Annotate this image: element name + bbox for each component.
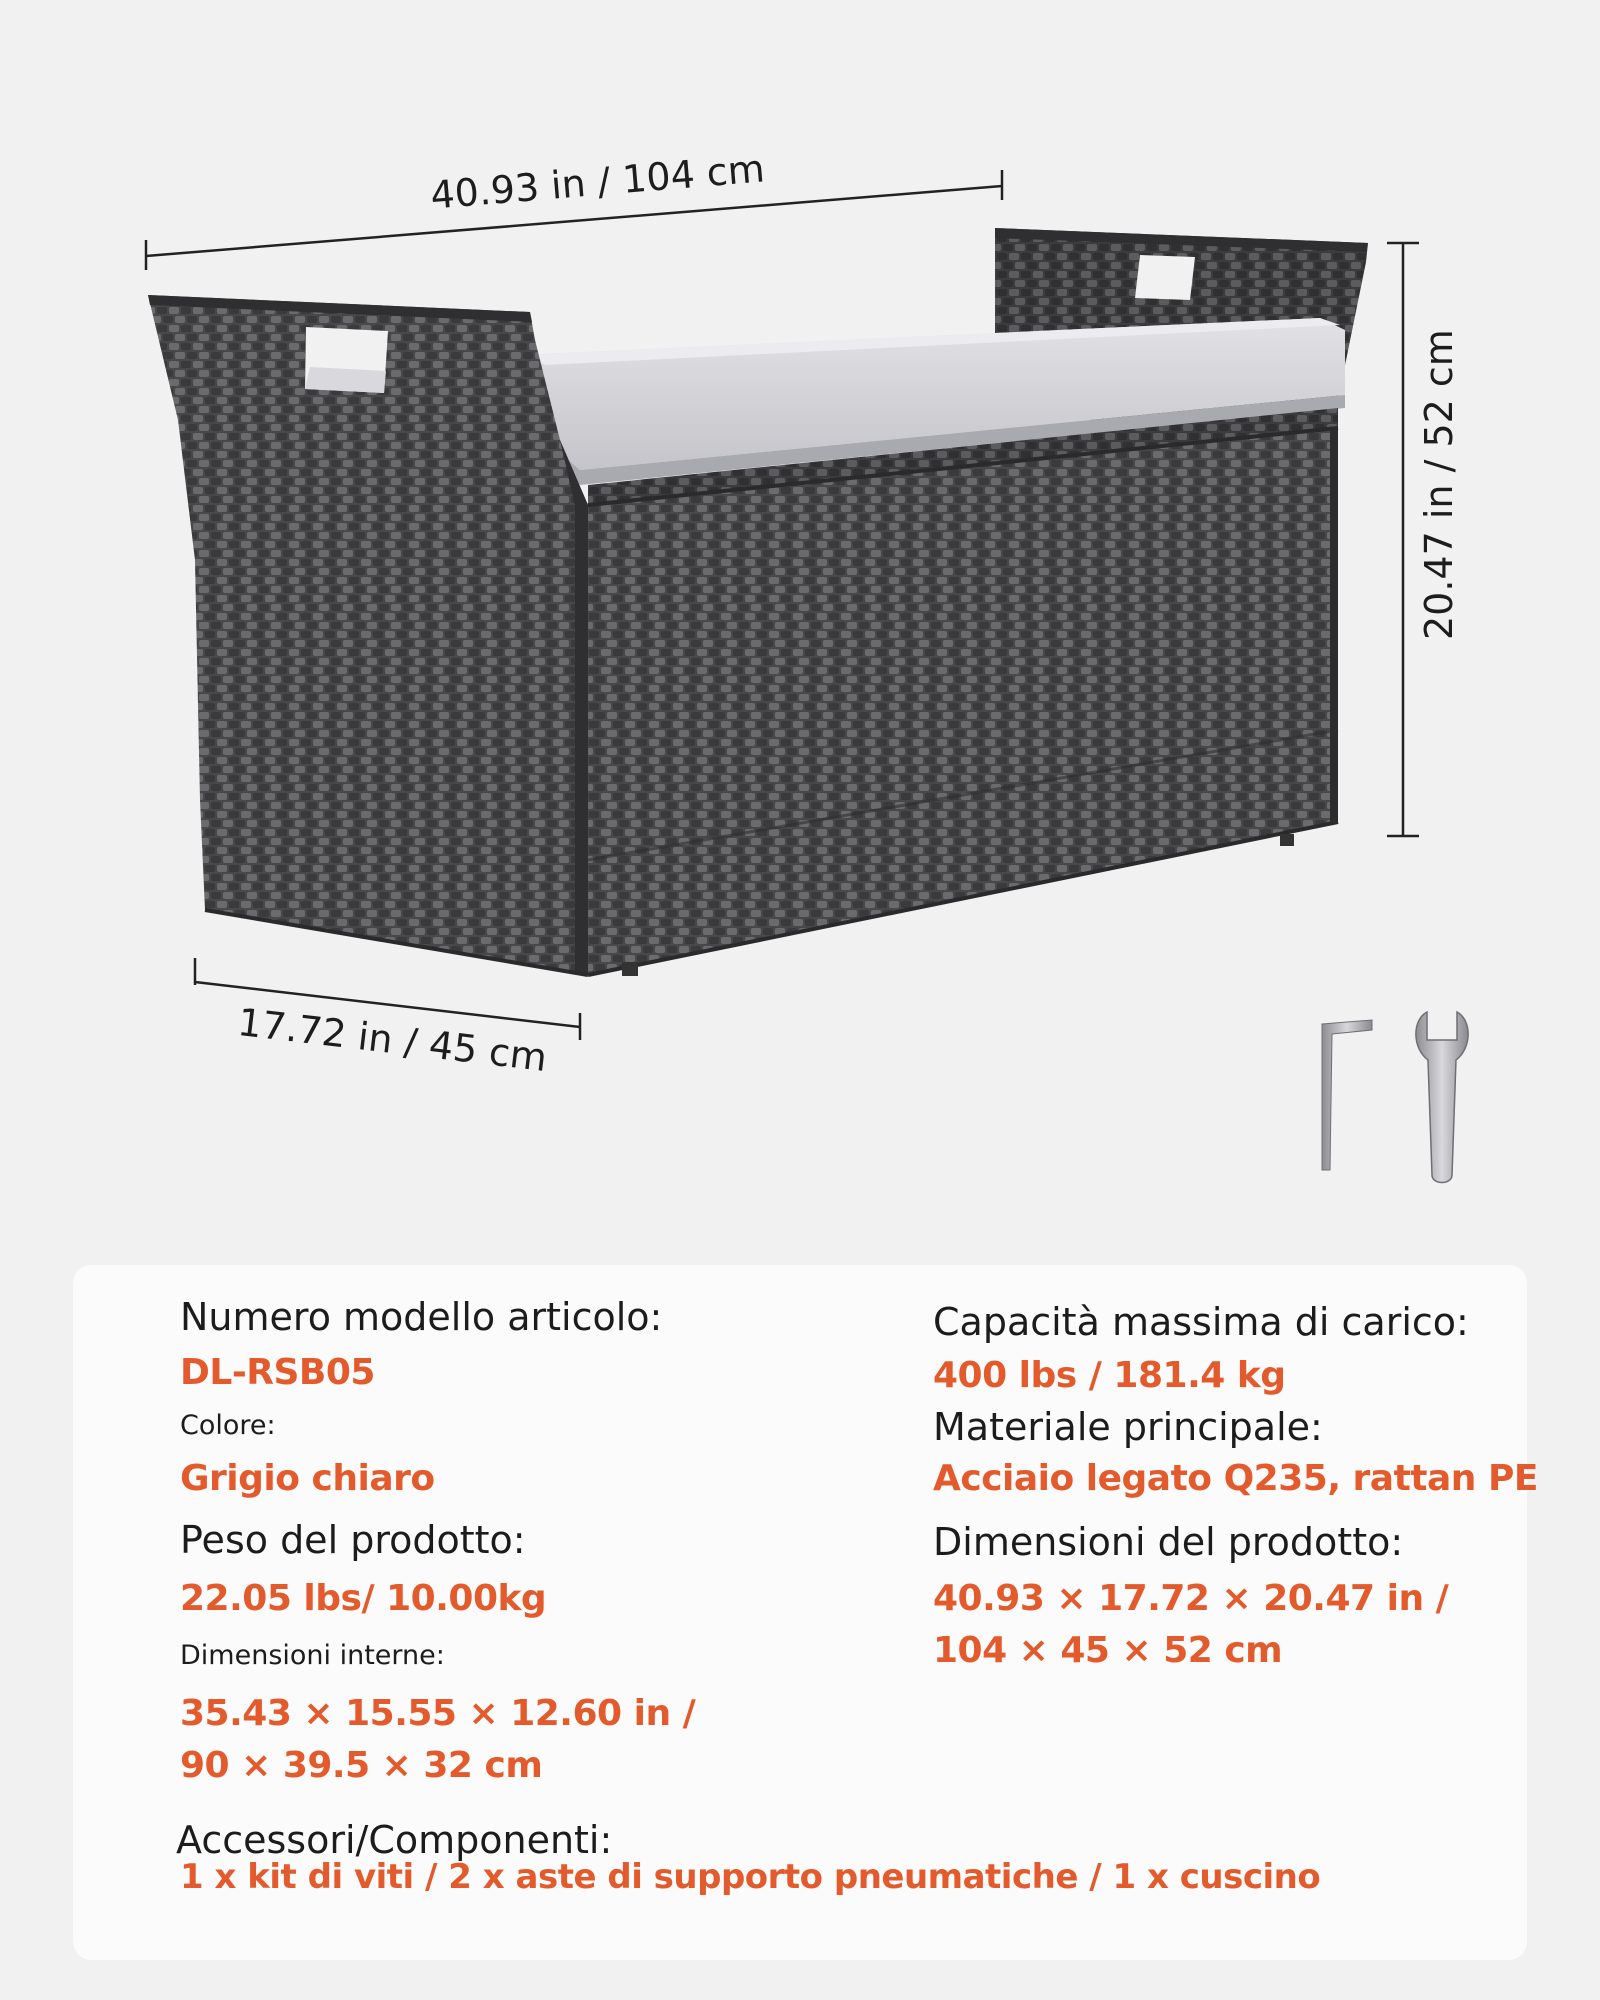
inner-dimensions-value-line1: 35.43 × 15.55 × 12.60 in / bbox=[180, 1693, 696, 1734]
weight-label: Peso del prodotto: bbox=[180, 1518, 526, 1562]
color-value: Grigio chiaro bbox=[180, 1458, 435, 1499]
allen-key-icon bbox=[1322, 1020, 1372, 1170]
capacity-label: Capacità massima di carico: bbox=[933, 1300, 1469, 1344]
height-dimension-line bbox=[1387, 243, 1419, 836]
width-dimension-label: 40.93 in / 104 cm bbox=[428, 146, 767, 218]
material-label: Materiale principale: bbox=[933, 1405, 1323, 1449]
specifications-panel bbox=[73, 1265, 1538, 1960]
weight-value: 22.05 lbs/ 10.00kg bbox=[180, 1578, 547, 1619]
storage-box-front bbox=[588, 428, 1338, 976]
material-value: Acciaio legato Q235, rattan PE bbox=[933, 1458, 1538, 1499]
capacity-value: 400 lbs / 181.4 kg bbox=[933, 1355, 1286, 1396]
depth-dimension-label: 17.72 in / 45 cm bbox=[235, 1000, 550, 1080]
wrench-icon bbox=[1416, 1012, 1468, 1183]
accessories-value: 1 x kit di viti / 2 x aste di supporto pneumatiche / 1 x cuscino bbox=[180, 1857, 1321, 1897]
left-armrest bbox=[148, 295, 588, 975]
color-label: Colore: bbox=[180, 1410, 276, 1441]
accessories-label: Accessori/Componenti: bbox=[176, 1818, 613, 1862]
product-dimensions-value-line1: 40.93 × 17.72 × 20.47 in / bbox=[933, 1578, 1449, 1619]
height-dimension-label: 20.47 in / 52 cm bbox=[1417, 329, 1461, 640]
model-value: DL-RSB05 bbox=[180, 1352, 375, 1393]
product-dimensions-label: Dimensioni del prodotto: bbox=[933, 1520, 1404, 1564]
inner-dimensions-label: Dimensioni interne: bbox=[180, 1640, 445, 1671]
inner-dimensions-value-line2: 90 × 39.5 × 32 cm bbox=[180, 1745, 543, 1786]
product-dimensions-value-line2: 104 × 45 × 52 cm bbox=[933, 1630, 1283, 1671]
model-label: Numero modello articolo: bbox=[180, 1295, 663, 1339]
